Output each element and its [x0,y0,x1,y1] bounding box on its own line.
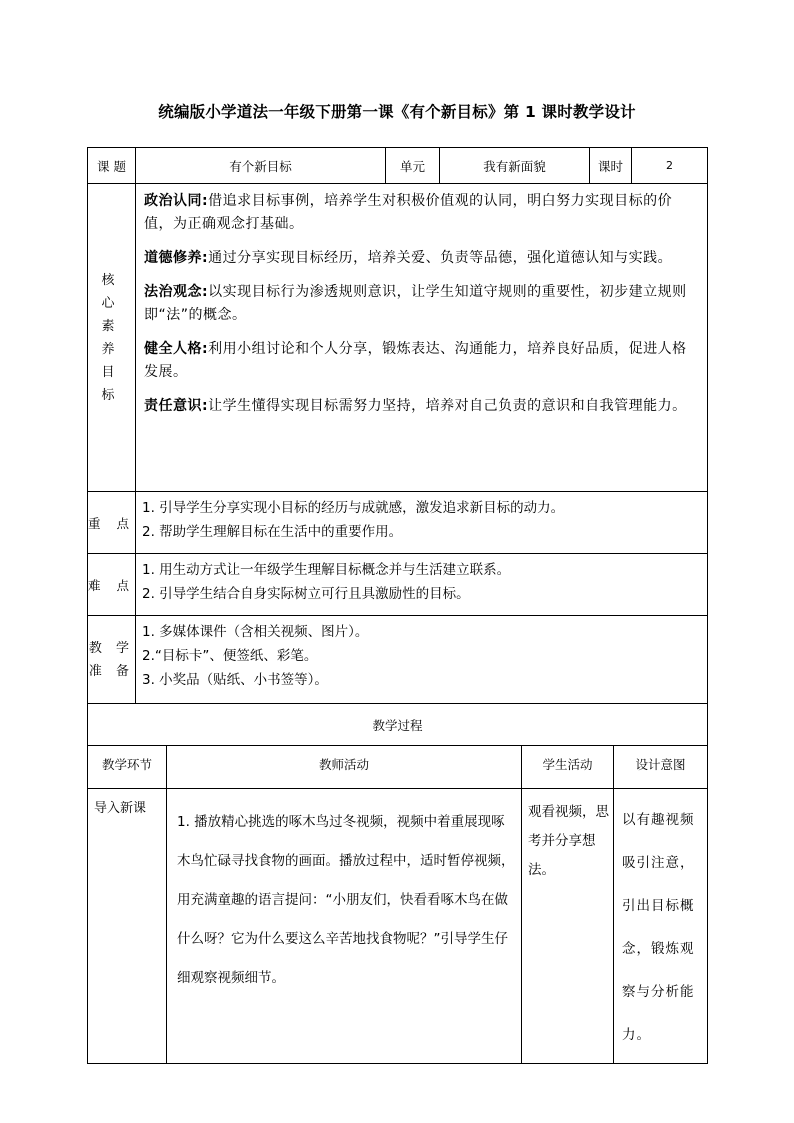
topic-label: 课 题 [88,148,136,184]
difficulty-item: 2. 引导学生结合自身实际树立可行且具激励性的目标。 [142,586,470,602]
core-item: 责任意识:让学生懂得实现目标需努力坚持，培养对自己负责的意识和自我管理能力。 [144,398,687,414]
core-item-text: 利用小组讨论和个人分享，锻炼表达、沟通能力，培养良好品质，促进人格发展。 [144,341,687,380]
core-item-text: 借追求目标事例，培养学生对积极价值观的认同，明白努力实现目标的价值，为正确观念打基础。 [144,193,673,232]
core-item-name: 健全人格 [144,341,202,357]
phase-cell: 导入新课 [88,789,167,1064]
core-literacy-label [88,184,136,492]
key-points-row [88,492,708,554]
core-item-name: 法治观念 [144,284,202,300]
process-row [88,789,708,1064]
core-literacy-row [88,184,708,492]
page-title: 统编版小学道法一年级下册第一课《有个新目标》第 1 课时教学设计 [158,103,636,121]
column-header: 教师活动 [167,746,522,789]
preparation-content [136,616,708,704]
core-item-text: 让学生懂得实现目标需努力坚持，培养对自己负责的意识和自我管理能力。 [208,398,687,414]
preparation-item: 1. 多媒体课件（含相关视频、图片）。 [142,624,369,640]
core-literacy-content [136,184,708,492]
difficulties-label: 难 点 [88,554,136,616]
core-label-line: 核 心 [101,272,122,311]
column-header: 学生活动 [522,746,614,789]
prep-label-line: 教 学 [88,640,135,656]
core-label-line: 素 养 [101,318,122,357]
hours-value: 2 [632,148,708,184]
core-item-name: 责任意识 [144,398,202,414]
column-header: 教学环节 [88,746,167,789]
teacher-activity: 1. 播放精心挑选的啄木鸟过冬视频，视频中着重展现啄木鸟忙碌寻找食物的画面。播放过程中，适时暂停视频，用充满童趣的语言提问：“小朋友们，快看看啄木鸟在做什么呀？它为什么要这么辛苦地找食物呢？”引导学生仔细观察视频细节。 [167,789,522,1064]
core-item-text: 通过分享实现目标经历，培养关爱、负责等品德，强化道德认知与实践。 [208,250,673,266]
core-item: 政治认同:借追求目标事例，培养学生对积极价值观的认同，明白努力实现目标的价值，为正确观念打基础。 [144,193,673,232]
core-item-text: 以实现目标行为渗透规则意识，让学生知道守规则的重要性，初步建立规则即“法”的概念。 [144,284,687,323]
preparation-item: 2.“目标卡”、便签纸、彩笔。 [142,648,318,664]
hours-label: 课时 [590,148,632,184]
unit-value: 我有新面貌 [440,148,590,184]
preparation-label [88,616,136,704]
difficulties-row [88,554,708,616]
key-point-item: 2. 帮助学生理解目标在生活中的重要作用。 [142,524,403,540]
student-activity: 观看视频，思考并分享想法。 [522,789,614,1064]
key-points-content [136,492,708,554]
lesson-info-table [87,147,708,704]
core-item-name: 政治认同 [144,193,202,209]
design-intent: 以有趣视频吸引注意，引出目标概念，锻炼观察与分析能力。 [614,789,708,1064]
topic-value: 有个新目标 [136,148,386,184]
difficulty-item: 1. 用生动方式让一年级学生理解目标概念并与生活建立联系。 [142,562,511,578]
core-item: 道德修养:通过分享实现目标经历，培养关爱、负责等品德，强化道德认知与实践。 [144,250,673,266]
key-point-item: 1. 引导学生分享实现小目标的经历与成就感，激发追求新目标的动力。 [142,500,565,516]
difficulties-content [136,554,708,616]
column-header: 设计意图 [614,746,708,789]
teaching-process-table [87,703,708,1064]
preparation-item: 3. 小奖品（贴纸、小书签等）。 [142,672,328,688]
core-item: 健全人格:利用小组讨论和个人分享，锻炼表达、沟通能力，培养良好品质，促进人格发展。 [144,341,687,380]
key-points-label: 重 点 [88,492,136,554]
info-row [88,148,708,184]
prep-label-line: 准 备 [88,663,135,679]
core-item-name: 道德修养 [144,250,202,266]
unit-label: 单元 [386,148,440,184]
preparation-row [88,616,708,704]
process-heading: 教学过程 [88,704,708,746]
process-heading-row [88,704,708,746]
core-item: 法治观念:以实现目标行为渗透规则意识，让学生知道守规则的重要性，初步建立规则即“法”的概念。 [144,284,687,323]
process-header-row [88,746,708,789]
core-label-line: 目 标 [101,364,122,403]
